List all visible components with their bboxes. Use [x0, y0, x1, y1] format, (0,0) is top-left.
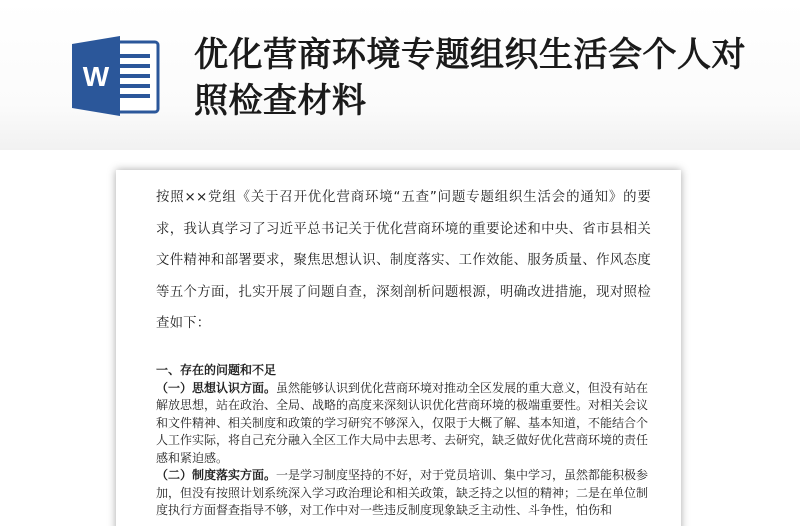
item-label: （二）制度落实方面。	[156, 468, 277, 482]
paragraph-system	[156, 467, 651, 520]
item-text: 一是学习制度坚持的不好，对于党员培训、集中学习，虽然都能积极参加，但没有按照计划系统深入学习政治理论和相关政策，缺乏持之以恒的精神；二是在单位制度执行方面督查指导不够，对工作中对一些违反制度现象缺乏主动性、斗争性，怕伤和	[156, 468, 649, 517]
word-icon-letter: W	[82, 61, 110, 92]
paragraph-thinking	[156, 380, 651, 468]
item-text: 虽然能够认识到优化营商环境对推动全区发展的重大意义，但没有站在解放思想，站在政治、全局、战略的高度来深刻认识优化营商环境的极端重要性。对相关会议和文件精神、相关制度和政策的学习研究不够深入，仅限于大概了解、基本知道，不能结合个人工作实际，将自己充分融入全区工作大局中去思考、去研究，缺乏做好优化营商环境的责任感和紧迫感。	[156, 380, 649, 465]
header-banner	[0, 0, 800, 150]
document-page	[116, 170, 681, 526]
intro-paragraph: 按照××党组《关于召开优化营商环境“五查”问题专题组织生活会的通知》的要求，我认真学习了习近平总书记关于优化营商环境的重要论述和中央、省市县相关文件精神和部署要求，聚焦思想认识、制度落实、工作效能、服务质量、作风态度等五个方面，扎实开展了问题自查，深刻剖析问题根源，明确改进措施，现对照检查如下：	[156, 190, 651, 331]
document-body	[156, 362, 651, 520]
item-label: （一）思想认识方面。	[156, 380, 277, 395]
page-title: 优化营商环境专题组织生活会个人对照检查材料	[194, 35, 746, 121]
word-document-icon	[70, 34, 162, 118]
section-heading: 一、存在的问题和不足	[156, 363, 277, 377]
